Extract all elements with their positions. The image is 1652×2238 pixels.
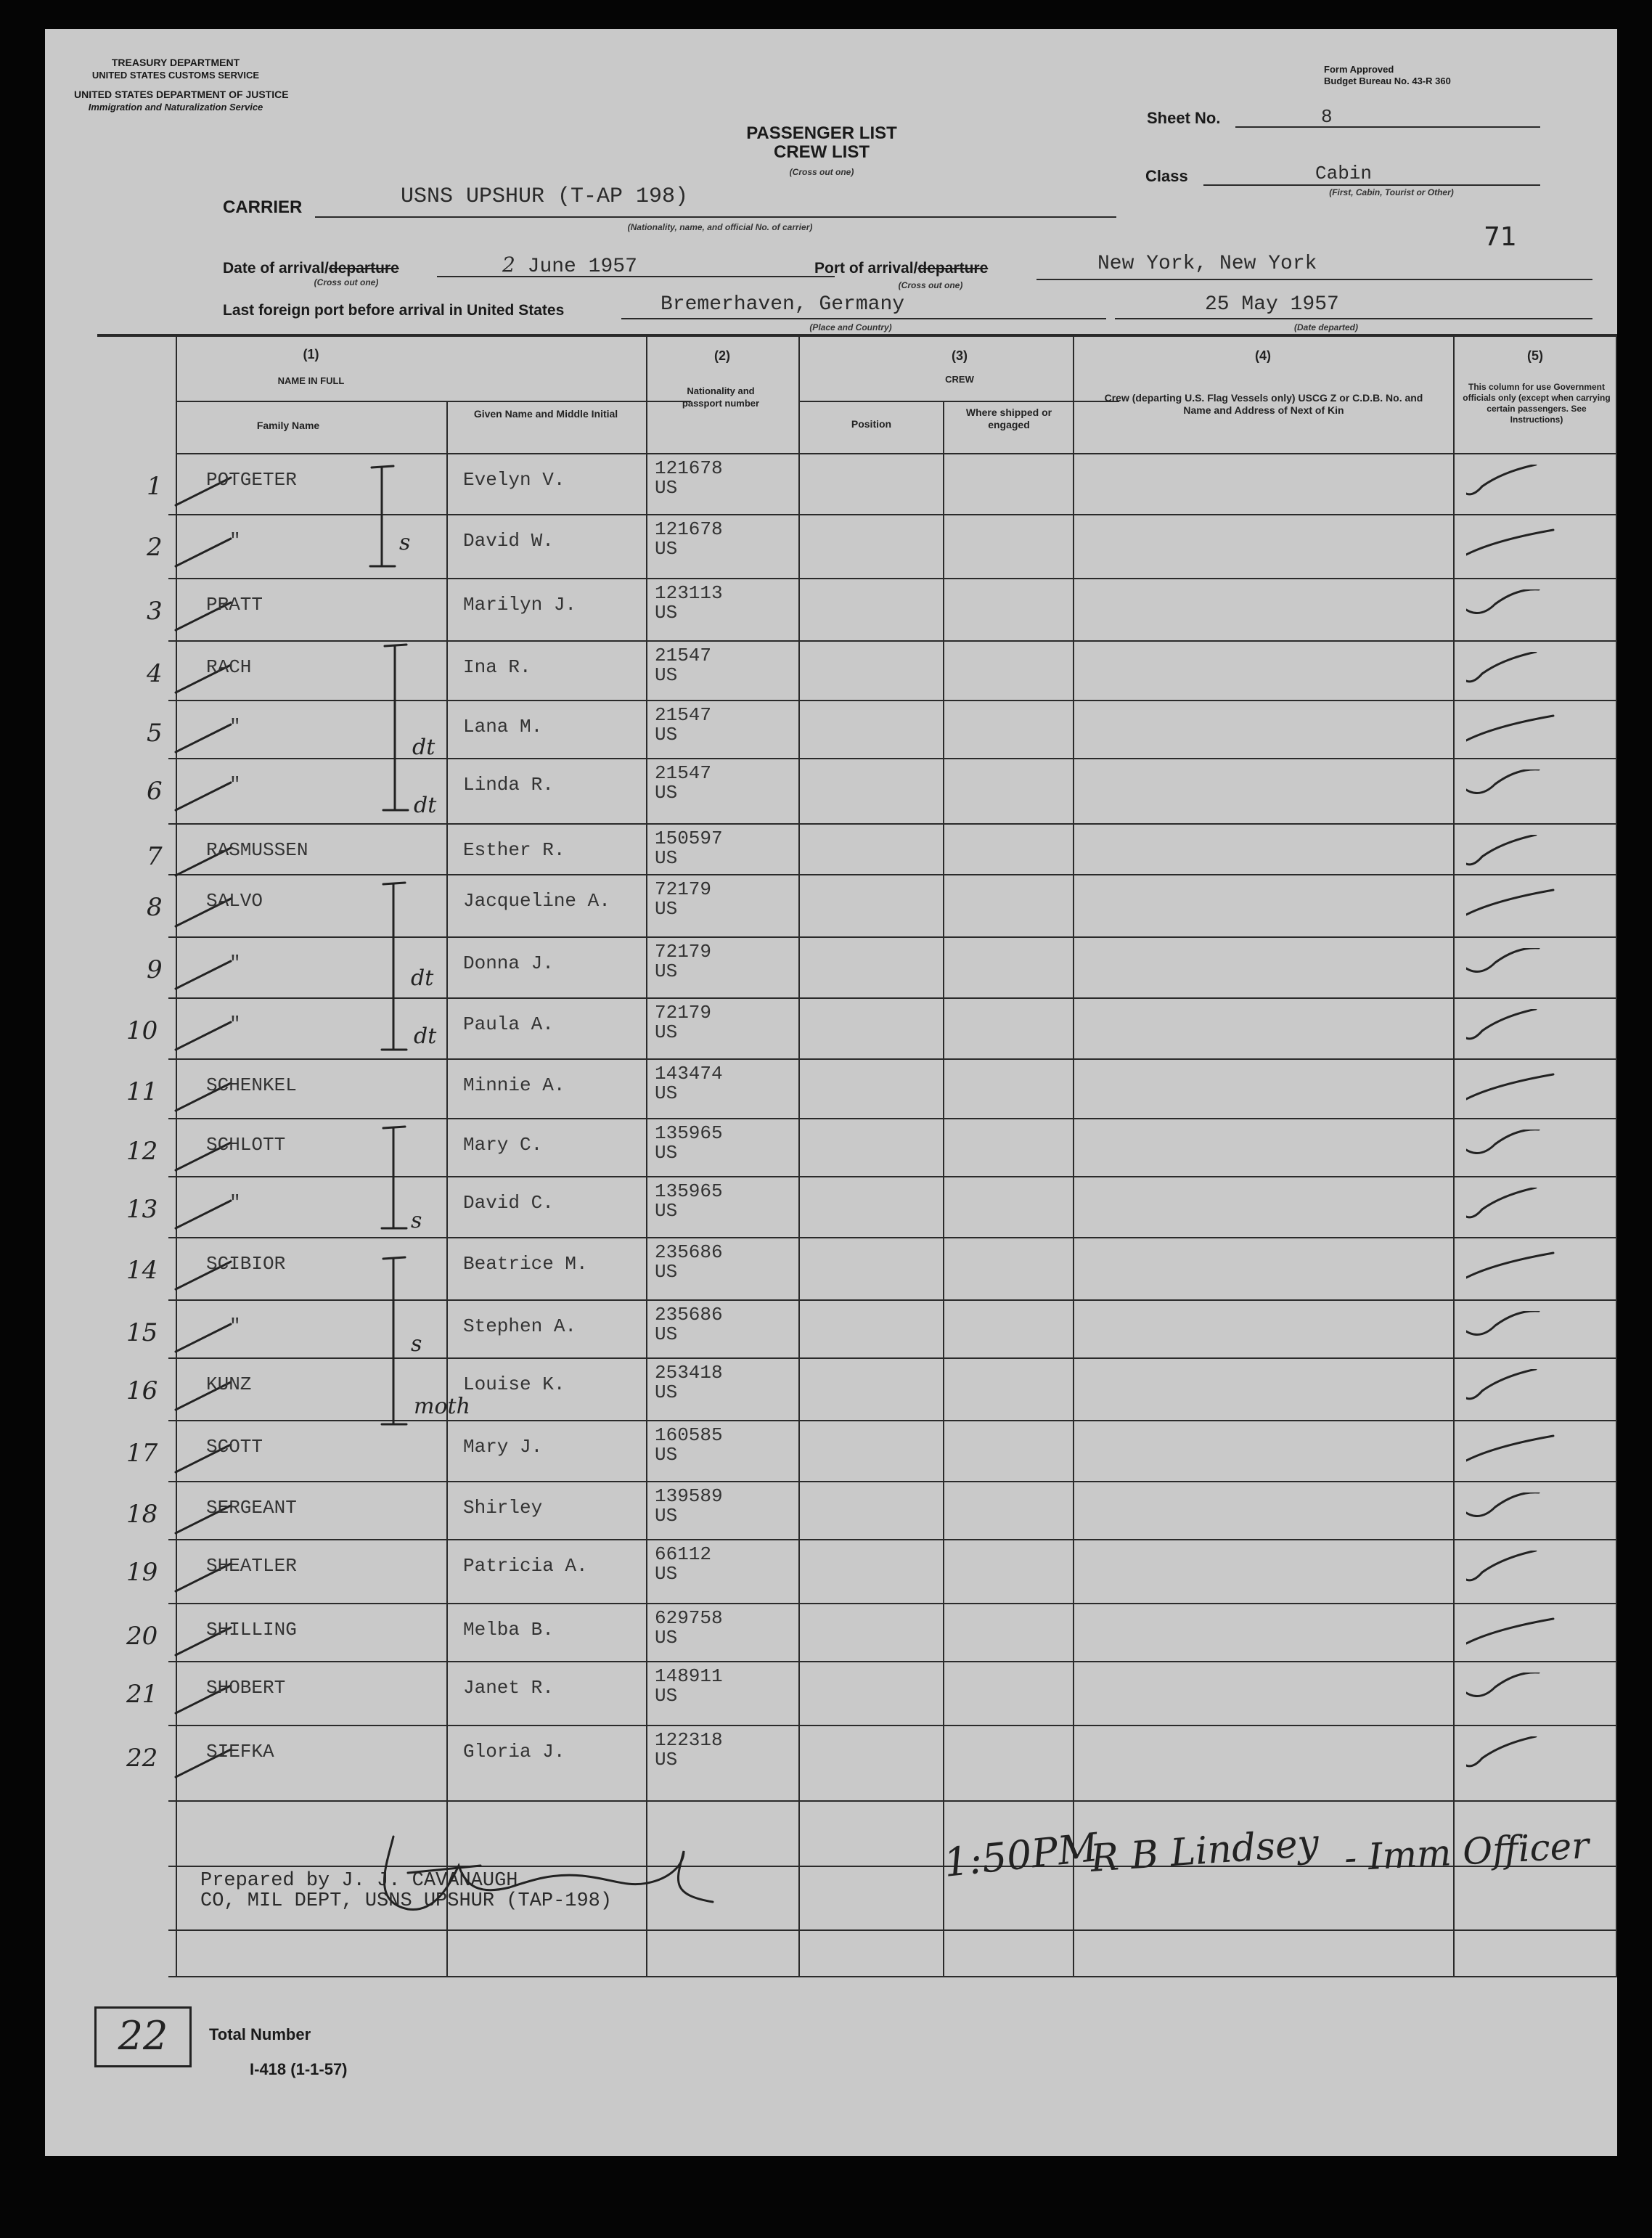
family-name: SCHLOTT: [206, 1134, 286, 1156]
relation-note: s: [411, 1331, 422, 1357]
passport-number: 139589: [655, 1485, 723, 1507]
row-number: 21: [126, 1680, 158, 1709]
passport-cell: [655, 1363, 723, 1402]
nationality: US: [655, 1200, 678, 1222]
row-number: 9: [147, 955, 163, 984]
carrier-note: (Nationality, name, and official No. of carrier): [627, 222, 813, 232]
row-tick-mark: [173, 957, 238, 993]
official-check-mark: [1466, 1130, 1561, 1170]
family-name: RASMUSSEN: [206, 839, 308, 861]
row-number: 5: [147, 719, 163, 748]
given-name: Jacqueline A.: [463, 890, 610, 912]
family-name: SCIBIOR: [206, 1253, 286, 1275]
family-name: KUNZ: [206, 1373, 252, 1395]
nationality: US: [655, 602, 678, 624]
last-port-note: (Place and Country): [809, 322, 892, 332]
sheet-value: 8: [1321, 106, 1333, 128]
nationality: US: [655, 1381, 678, 1403]
row-number: 17: [126, 1439, 158, 1468]
given-name: Lana M.: [463, 716, 543, 738]
family-name: SIEFKA: [206, 1741, 274, 1763]
family-name: ": [229, 774, 241, 796]
official-check-mark: [1466, 1188, 1561, 1228]
passport-number: 121678: [655, 457, 723, 479]
budget-bureau: Budget Bureau No. 43-R 360: [1324, 75, 1451, 86]
passport-number: 150597: [655, 828, 723, 849]
given-name: Minnie A.: [463, 1074, 565, 1096]
class-note: (First, Cabin, Tourist or Other): [1329, 187, 1454, 197]
passport-number: 72179: [655, 941, 712, 963]
passport-number: 143474: [655, 1063, 723, 1085]
nationality: US: [655, 1444, 678, 1466]
passport-number: 121678: [655, 518, 723, 540]
prepared-by: Prepared by J. J. CAVANAUGH: [200, 1870, 518, 1892]
row-number: 19: [126, 1558, 158, 1587]
passport-number: 629758: [655, 1607, 723, 1629]
passport-number: 21547: [655, 704, 712, 726]
date-value: 2 June 1957: [502, 253, 637, 278]
date-label: Date of arrival/departure: [223, 260, 399, 277]
date-struck: departure: [328, 260, 399, 277]
given-name: Louise K.: [463, 1373, 565, 1395]
given-name: Shirley: [463, 1497, 543, 1519]
col2-header: Nationality and passport number: [682, 385, 760, 409]
passport-cell: [655, 1426, 723, 1465]
signature: [364, 1822, 771, 1931]
given-name: Donna J.: [463, 952, 554, 974]
page-number: 71: [1484, 222, 1517, 252]
col-given-name: Given Name and Middle Initial: [473, 408, 618, 420]
family-group-bracket: [364, 465, 422, 573]
official-check-mark: [1466, 948, 1561, 989]
given-name: Ina R.: [463, 656, 531, 678]
port-struck: departure: [917, 260, 989, 277]
official-check-mark: [1466, 1311, 1561, 1352]
official-check-mark: [1466, 1673, 1561, 1713]
family-name: SHEATLER: [206, 1555, 297, 1577]
class-value: Cabin: [1315, 163, 1373, 184]
official-check-mark: [1466, 1614, 1561, 1655]
official-check-mark: [1466, 886, 1561, 926]
inspector-title: - Imm Officer: [1343, 1824, 1590, 1879]
total-count-box: 22: [94, 2006, 192, 2067]
passport-cell: [655, 646, 711, 685]
family-name: ": [229, 1192, 241, 1214]
row-tick-mark: [173, 720, 238, 756]
nationality: US: [655, 664, 678, 686]
passport-cell: [655, 1545, 711, 1584]
official-check-mark: [1466, 769, 1561, 810]
relation-note: s: [399, 530, 411, 555]
relation-note: dt: [412, 735, 436, 760]
title-crew-list: CREW LIST: [774, 142, 870, 162]
departed-date-note: (Date departed): [1293, 322, 1358, 332]
family-name: SALVO: [206, 890, 263, 912]
passport-number: 123113: [655, 582, 723, 604]
given-name: Marilyn J.: [463, 594, 577, 616]
agency-line-2: UNITED STATES CUSTOMS SERVICE: [91, 70, 260, 81]
sheet-label: Sheet No.: [1147, 109, 1221, 127]
col4-header: Crew (departing U.S. Flag Vessels only) USCG Z or C.D.B. No. and Name and Address of Next of Kin: [1104, 392, 1423, 416]
family-name: SCHENKEL: [206, 1074, 297, 1096]
last-port-label: Last foreign port before arrival in United States: [223, 302, 565, 319]
passport-number: 21547: [655, 645, 712, 666]
title-note: (Cross out one): [789, 167, 854, 177]
passport-number: 135965: [655, 1122, 723, 1144]
official-check-mark: [1466, 589, 1561, 630]
row-number: 7: [147, 842, 163, 871]
inspection-time: 1:50PM: [941, 1824, 1100, 1886]
row-number: 13: [126, 1195, 158, 1224]
passport-number: 21547: [655, 762, 712, 784]
relation-note: s: [411, 1208, 422, 1233]
agency-line-4: Immigration and Naturalization Service: [88, 102, 263, 113]
given-name: Melba B.: [463, 1619, 554, 1641]
date-note: (Cross out one): [314, 277, 379, 287]
given-name: Mary C.: [463, 1134, 543, 1156]
passport-number: 135965: [655, 1180, 723, 1202]
nationality: US: [655, 1563, 678, 1585]
row-number: 12: [126, 1137, 158, 1166]
given-name: David W.: [463, 530, 554, 552]
col5-header: This column for use Government officials only (except when carrying certain passengers. See Instructions): [1463, 382, 1611, 425]
official-check-mark: [1466, 526, 1561, 566]
passport-cell: [655, 1305, 723, 1344]
col5-number: (5): [1527, 348, 1543, 363]
nationality: US: [655, 960, 678, 982]
row-number: 4: [147, 659, 163, 688]
passport-number: 66112: [655, 1543, 712, 1565]
col2-number: (2): [714, 348, 730, 363]
nationality: US: [655, 1021, 678, 1043]
passport-number: 122318: [655, 1729, 723, 1751]
port-label: Port of arrival/departure: [814, 260, 989, 277]
row-number: 8: [147, 893, 163, 922]
passport-cell: [655, 764, 711, 803]
passport-cell: [655, 1243, 723, 1282]
given-name: Paula A.: [463, 1013, 554, 1035]
departed-date-value: 25 May 1957: [1205, 293, 1339, 316]
family-name: SHOBERT: [206, 1677, 286, 1699]
agency-line-1: TREASURY DEPARTMENT: [111, 57, 240, 68]
row-number: 22: [126, 1744, 158, 1773]
row-number: 20: [126, 1622, 158, 1651]
passport-cell: [655, 880, 711, 919]
col-position: Position: [851, 418, 892, 430]
passport-cell: [655, 459, 723, 498]
given-name: David C.: [463, 1192, 554, 1214]
nationality: US: [655, 1749, 678, 1771]
row-number: 15: [126, 1318, 158, 1347]
given-name: Janet R.: [463, 1677, 554, 1699]
row-tick-mark: [173, 1320, 238, 1356]
nationality: US: [655, 1323, 678, 1345]
port-note: (Cross out one): [898, 280, 963, 290]
col1-header: NAME IN FULL: [277, 375, 345, 386]
nationality: US: [655, 898, 678, 920]
carrier-value: USNS UPSHUR (T-AP 198): [401, 184, 689, 209]
col3-header: CREW: [945, 374, 974, 385]
official-check-mark: [1466, 465, 1561, 505]
row-number: 1: [147, 472, 163, 501]
form-approved: Form Approved: [1324, 64, 1394, 75]
row-tick-mark: [173, 534, 238, 571]
passport-number: 253418: [655, 1362, 723, 1384]
col1-number: (1): [303, 347, 319, 362]
col3-number: (3): [952, 348, 968, 363]
family-name: SHILLING: [206, 1619, 297, 1641]
row-tick-mark: [173, 1196, 238, 1233]
official-check-mark: [1466, 1369, 1561, 1410]
passport-cell: [655, 520, 723, 559]
passport-cell: [655, 829, 723, 868]
given-name: Stephen A.: [463, 1315, 577, 1337]
relation-note: dt: [411, 965, 434, 991]
inspector-name: R B Lindsey: [1089, 1821, 1320, 1881]
nationality: US: [655, 1261, 678, 1283]
family-name: SERGEANT: [206, 1497, 297, 1519]
given-name: Mary J.: [463, 1436, 543, 1458]
row-number: 3: [147, 597, 163, 626]
family-name: ": [229, 1013, 241, 1035]
family-name: ": [229, 530, 241, 552]
family-name: ": [229, 716, 241, 738]
given-name: Evelyn V.: [463, 469, 565, 491]
nationality: US: [655, 1142, 678, 1164]
official-check-mark: [1466, 1432, 1561, 1472]
official-check-mark: [1466, 711, 1561, 752]
nationality: US: [655, 1685, 678, 1707]
official-check-mark: [1466, 652, 1561, 693]
family-name: RACH: [206, 656, 252, 678]
family-group-bracket: [377, 643, 436, 817]
official-check-mark: [1466, 1070, 1561, 1111]
total-label: Total Number: [209, 2025, 311, 2043]
passport-number: 160585: [655, 1424, 723, 1446]
class-label: Class: [1145, 167, 1188, 185]
passport-number: 72179: [655, 878, 712, 900]
row-number: 14: [126, 1256, 158, 1285]
nationality: US: [655, 1082, 678, 1104]
carrier-label: CARRIER: [223, 197, 303, 217]
given-name: Linda R.: [463, 774, 554, 796]
relation-note: moth: [414, 1394, 470, 1419]
given-name: Gloria J.: [463, 1741, 565, 1763]
passport-cell: [655, 1182, 723, 1221]
family-name: PRATT: [206, 594, 263, 616]
row-tick-mark: [173, 778, 238, 814]
family-name: ": [229, 1315, 241, 1337]
nationality: US: [655, 724, 678, 746]
passport-cell: [655, 1003, 711, 1042]
last-port-value: Bremerhaven, Germany: [661, 293, 905, 316]
row-tick-mark: [173, 1018, 238, 1054]
family-group-bracket: [376, 1125, 434, 1236]
row-number: 16: [126, 1376, 158, 1405]
family-name: ": [229, 952, 241, 974]
nationality: US: [655, 782, 678, 804]
nationality: US: [655, 538, 678, 560]
passport-cell: [655, 1667, 723, 1706]
passport-cell: [655, 1487, 723, 1526]
form-number: I-418 (1-1-57): [250, 2060, 348, 2078]
passport-cell: [655, 584, 723, 623]
row-number: 18: [126, 1500, 158, 1529]
passport-cell: [655, 1124, 723, 1163]
official-check-mark: [1466, 1736, 1561, 1777]
passport-number: 148911: [655, 1665, 723, 1687]
title-passenger-list: PASSENGER LIST: [746, 123, 897, 143]
row-number: 2: [147, 533, 163, 562]
col4-number: (4): [1255, 348, 1271, 363]
passport-cell: [655, 942, 711, 981]
col-family-name: Family Name: [256, 420, 320, 431]
row-number: 6: [147, 777, 163, 806]
port-value: New York, New York: [1097, 253, 1317, 275]
relation-note: dt: [414, 793, 437, 818]
given-name: Beatrice M.: [463, 1253, 588, 1275]
official-check-mark: [1466, 1249, 1561, 1289]
agency-line-3: UNITED STATES DEPARTMENT OF JUSTICE: [74, 89, 289, 100]
prepared-by-unit: CO, MIL DEPT, USNS UPSHUR (TAP-198): [200, 1890, 613, 1912]
official-check-mark: [1466, 1492, 1561, 1533]
passport-number: 235686: [655, 1304, 723, 1326]
official-check-mark: [1466, 835, 1561, 875]
nationality: US: [655, 847, 678, 869]
nationality: US: [655, 1627, 678, 1649]
given-name: Patricia A.: [463, 1555, 588, 1577]
given-name: Esther R.: [463, 839, 565, 861]
passport-cell: [655, 706, 711, 745]
family-name: POTGETER: [206, 469, 297, 491]
date-day: 2: [502, 253, 515, 277]
passport-cell: [655, 1609, 723, 1648]
passport-cell: [655, 1731, 723, 1770]
form-sheet: [45, 29, 1617, 2156]
nationality: US: [655, 477, 678, 499]
nationality: US: [655, 1505, 678, 1527]
passport-number: 235686: [655, 1241, 723, 1263]
passport-cell: [655, 1064, 723, 1103]
passport-number: 72179: [655, 1002, 712, 1024]
official-check-mark: [1466, 1551, 1561, 1591]
row-number: 11: [126, 1077, 158, 1106]
relation-note: dt: [414, 1024, 437, 1049]
row-number: 10: [126, 1016, 158, 1045]
col-where-shipped: Where shipped or engaged: [965, 407, 1052, 430]
official-check-mark: [1466, 1009, 1561, 1050]
family-name: SCOTT: [206, 1436, 263, 1458]
